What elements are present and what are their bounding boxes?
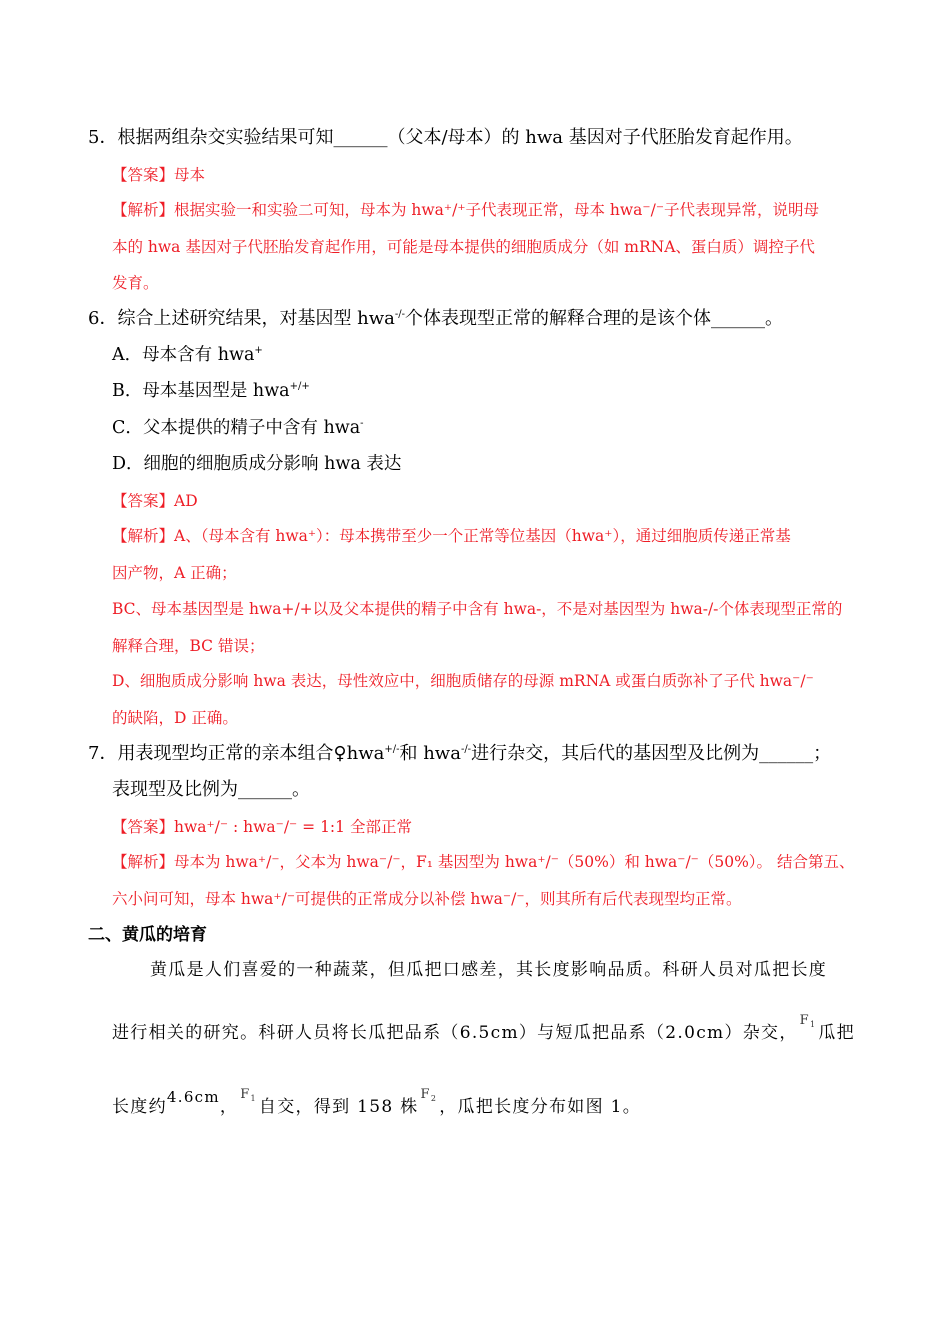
question-6-answer: 【答案】AD xyxy=(112,492,198,510)
section-2-paragraph-line-1: 黄瓜是人们喜爱的一种蔬菜，但瓜把口感差，其长度影响品质。科研人员对瓜把长度 xyxy=(150,960,828,980)
question-6-analysis-line-5: D、细胞质成分影响 hwa 表达，母性效应中，细胞质储存的母源 mRNA 或蛋白质弥补了子代 hwa⁻/⁻ xyxy=(112,672,814,690)
question-5-answer: 【答案】母本 xyxy=(112,166,206,184)
question-7-answer: 【答案】hwa⁺/⁻ : hwa⁻/⁻ = 1:1 全部正常 xyxy=(112,818,412,836)
question-7-analysis-line-2: 六小问可知，母本 hwa⁺/⁻可提供的正常成分以补偿 hwa⁻/⁻，则其所有后代表现型均正常。 xyxy=(112,890,742,908)
question-6-analysis-line-4: 解释合理，BC 错误； xyxy=(112,637,265,655)
section-2-title: 二、黄瓜的培育 xyxy=(88,925,207,945)
option-a: A．母本含有 hwa+ xyxy=(112,345,263,365)
question-5-analysis-line-3: 发育。 xyxy=(112,274,159,292)
question-5-stem: 5．根据两组杂交实验结果可知______（父本/母本）的 hwa 基因对子代胚胎发育起作用。 xyxy=(88,127,803,148)
f1-label-2: $F_1$ xyxy=(240,1087,257,1103)
question-6-stem: 6．综合上述研究结果，对基因型 hwa-/-个体表现型正常的解释合理的是该个体______。 xyxy=(88,308,784,329)
f1-label: $F_1$ xyxy=(799,1013,817,1029)
question-7-stem: 7．用表现型均正常的亲本组合♀hwa+/-和 hwa-/-进行杂交，其后代的基因型及比例为______； xyxy=(88,743,832,764)
section-2-paragraph-line-3: 长度约4.6cm，$F_1$ 自交，得到 158 株$F_2$ ，瓜把长度分布如图 1。 xyxy=(112,1096,641,1121)
question-7-analysis-line-1: 【解析】母本为 hwa⁺/⁻，父本为 hwa⁻/⁻，F₁ 基因型为 hwa⁺/⁻（50%）和 hwa⁻/⁻（50%）。 结合第五、 xyxy=(112,853,855,871)
option-d: D．细胞的细胞质成分影响 hwa 表达 xyxy=(112,454,402,474)
f2-label: $F_2$ xyxy=(420,1087,438,1103)
question-5-analysis-line-2: 本的 hwa 基因对子代胚胎发育起作用，可能是母本提供的细胞质成分（如 mRNA、蛋白质）调控子代 xyxy=(112,238,815,256)
question-6-analysis-line-6: 的缺陷，D 正确。 xyxy=(112,709,238,727)
section-2-paragraph-line-2: 进行相关的研究。科研人员将长瓜把品系（6.5cm）与短瓜把品系（2.0cm）杂交，$F_1$ 瓜把 xyxy=(112,1022,855,1047)
option-b: B．母本基因型是 hwa+/+ xyxy=(112,381,310,401)
question-5-analysis-line-1: 【解析】根据实验一和实验二可知，母本为 hwa⁺/⁺子代表现正常，母本 hwa⁻/⁻子代表现异常，说明母 xyxy=(112,201,820,219)
question-6-analysis-line-1: 【解析】A、（母本含有 hwa⁺）：母本携带至少一个正常等位基因（hwa⁺），通过细胞质传递正常基 xyxy=(112,527,791,545)
question-6-analysis-line-3: BC、母本基因型是 hwa+/+以及父本提供的精子中含有 hwa-，不是对基因型为 hwa-/-个体表现型正常的 xyxy=(112,600,843,618)
question-6-analysis-line-2: 因产物，A 正确； xyxy=(112,564,237,582)
option-c: C．父本提供的精子中含有 hwa- xyxy=(112,418,364,438)
question-7-stem-line-2: 表现型及比例为______。 xyxy=(112,779,310,800)
